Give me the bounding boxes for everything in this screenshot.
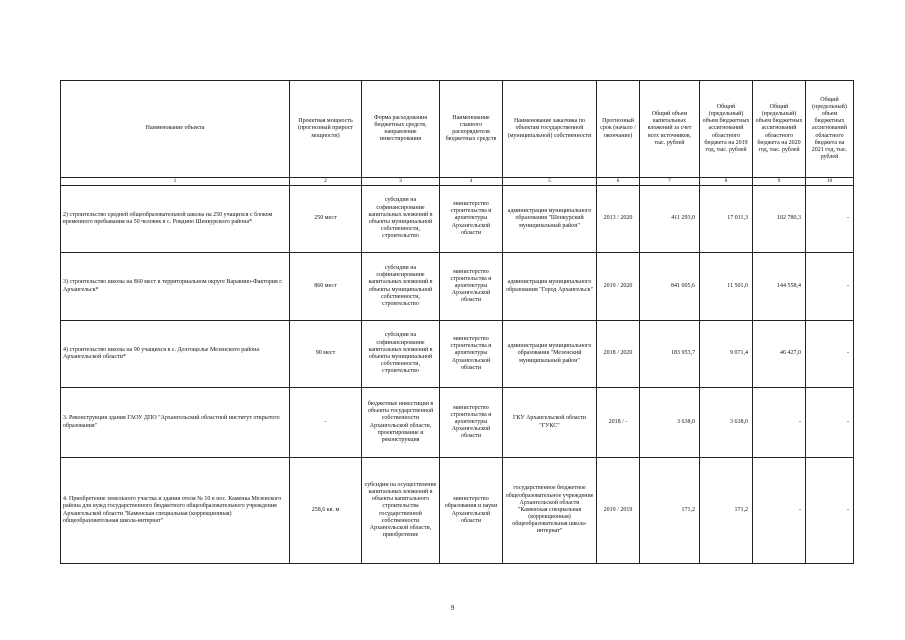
object-name-cell: 2) строительство средней общеобразовательной школы на 250 учащихся с блоком временного пребывания на 50 человек в с. Ровдино Шенкурского района* <box>61 186 290 253</box>
capacity-cell: 860 мест <box>290 253 362 321</box>
capacity-cell: - <box>290 388 362 458</box>
column-number: 3 <box>362 178 440 186</box>
capacity-cell: 90 мест <box>290 321 362 388</box>
header-capacity: Проектная мощность (прогнозный прирост мощности) <box>290 81 362 178</box>
term-cell: 2019 / 2019 <box>597 458 640 564</box>
column-number-row <box>61 178 854 186</box>
header-row <box>61 81 854 178</box>
total-investment-cell: 171,2 <box>640 458 700 564</box>
capacity-cell: 258,6 кв. м <box>290 458 362 564</box>
customer-cell: администрация муниципального образования "Мезенский муниципальный район" <box>503 321 597 388</box>
budget-2019-cell: 9 071,4 <box>700 321 753 388</box>
header-object-name: Наименование объекта <box>61 81 290 178</box>
spending-form-cell: субсидии на софинансирование капитальных вложений в объекты муниципальной собственности, строительство <box>362 186 440 253</box>
term-cell: 2018 / - <box>597 388 640 458</box>
customer-cell: администрация муниципального образования "Шенкурский муниципальный район" <box>503 186 597 253</box>
header-budget-2019: Общий (предельный) объем бюджетных ассигнований областного бюджета на 2019 год, тыс. рублей <box>700 81 753 178</box>
object-name-cell: 4) строительство школы на 90 учащихся в с. Долгощелье Мезенского района Архангельской области* <box>61 321 290 388</box>
column-number: 6 <box>597 178 640 186</box>
customer-cell: государственное бюджетное общеобразовательное учреждение Архангельской области "Каменская специальная (коррекционная) общеобразовательная школа-интернат" <box>503 458 597 564</box>
spending-form-cell: субсидии на осуществление капитальных вложений в объекты капитального строительства государственной собственности Архангельской области, приобретение <box>362 458 440 564</box>
capital-investment-table <box>60 80 854 564</box>
table-row <box>61 253 854 321</box>
budget-manager-cell: министерство образования и науки Архангельской области <box>440 458 503 564</box>
total-investment-cell: 841 005,6 <box>640 253 700 321</box>
term-cell: 2019 / 2020 <box>597 253 640 321</box>
column-number: 4 <box>440 178 503 186</box>
budget-manager-cell: министерство строительства и архитектуры Архангельской области <box>440 186 503 253</box>
page-number: 9 <box>450 604 455 612</box>
header-term: Прогнозный срок (начало / окончание) <box>597 81 640 178</box>
customer-cell: администрация муниципального образования "Город Архангельск" <box>503 253 597 321</box>
header-total-investment: Общий объем капитальных вложений за счет всех источников, тыс. рублей <box>640 81 700 178</box>
budget-2021-cell: - <box>806 253 854 321</box>
budget-manager-cell: министерство строительства и архитектуры Архангельской области <box>440 388 503 458</box>
column-number: 8 <box>700 178 753 186</box>
budget-2020-cell: - <box>753 458 806 564</box>
budget-2021-cell: - <box>806 186 854 253</box>
header-spending-form: Форма расходования бюджетных средств, направление инвестирования <box>362 81 440 178</box>
budget-manager-cell: министерство строительства и архитектуры Архангельской области <box>440 253 503 321</box>
budget-2019-cell: 11 501,0 <box>700 253 753 321</box>
term-cell: 2013 / 2020 <box>597 186 640 253</box>
object-name-cell: 3) строительство школы на 860 мест в территориальном округе Варавино-Фактория г. Архангельск* <box>61 253 290 321</box>
capacity-cell: 250 мест <box>290 186 362 253</box>
budget-2020-cell: 102 780,3 <box>753 186 806 253</box>
budget-2019-cell: 171,2 <box>700 458 753 564</box>
budget-2021-cell: - <box>806 458 854 564</box>
table-row <box>61 458 854 564</box>
column-number: 7 <box>640 178 700 186</box>
budget-2020-cell: 46 427,0 <box>753 321 806 388</box>
header-budget-2021: Общий (предельный) объем бюджетных ассигнований областного бюджета на 2021 год, тыс. рублей <box>806 81 854 178</box>
column-number: 10 <box>806 178 854 186</box>
budget-2019-cell: 17 011,3 <box>700 186 753 253</box>
object-name-cell: 3. Реконструкция здания ГАОУ ДПО "Архангельский областной институт открытого образования" <box>61 388 290 458</box>
column-number: 1 <box>61 178 290 186</box>
budget-2020-cell: - <box>753 388 806 458</box>
budget-2021-cell: - <box>806 388 854 458</box>
header-budget-manager: Наименование главного распорядителя бюджетных средств <box>440 81 503 178</box>
spending-form-cell: субсидии на софинансирование капитальных вложений в объекты муниципальной собственности, строительство <box>362 253 440 321</box>
header-customer: Наименование заказчика по объектам государственной (муниципальной) собственности <box>503 81 597 178</box>
column-number: 5 <box>503 178 597 186</box>
column-number: 9 <box>753 178 806 186</box>
spending-form-cell: бюджетные инвестиции в объекты государственной собственности Архангельской области, проектирование и реконструкция <box>362 388 440 458</box>
total-investment-cell: 411 293,0 <box>640 186 700 253</box>
budget-2021-cell: - <box>806 321 854 388</box>
budget-2019-cell: 3 638,0 <box>700 388 753 458</box>
spending-form-cell: субсидии на софинансирование капитальных вложений в объекты муниципальной собственности, строительство <box>362 321 440 388</box>
total-investment-cell: 183 953,7 <box>640 321 700 388</box>
table-row <box>61 321 854 388</box>
table-row <box>61 388 854 458</box>
table-row <box>61 186 854 253</box>
header-budget-2020: Общий (предельный) объем бюджетных ассигнований областного бюджета на 2020 год, тыс. рублей <box>753 81 806 178</box>
budget-manager-cell: министерство строительства и архитектуры Архангельской области <box>440 321 503 388</box>
column-number: 2 <box>290 178 362 186</box>
term-cell: 2018 / 2020 <box>597 321 640 388</box>
customer-cell: ГКУ Архангельской области "ГУКС" <box>503 388 597 458</box>
budget-2020-cell: 144 558,4 <box>753 253 806 321</box>
object-name-cell: 4. Приобретение земельного участка и здания отеля № 10 в пос. Каменка Мезенского района для нужд государственного бюджетного общеобразовательного учреждения Архангельской области "Каменская специальная (коррекционная) общеобразовательная школа-интернат" <box>61 458 290 564</box>
total-investment-cell: 3 638,0 <box>640 388 700 458</box>
